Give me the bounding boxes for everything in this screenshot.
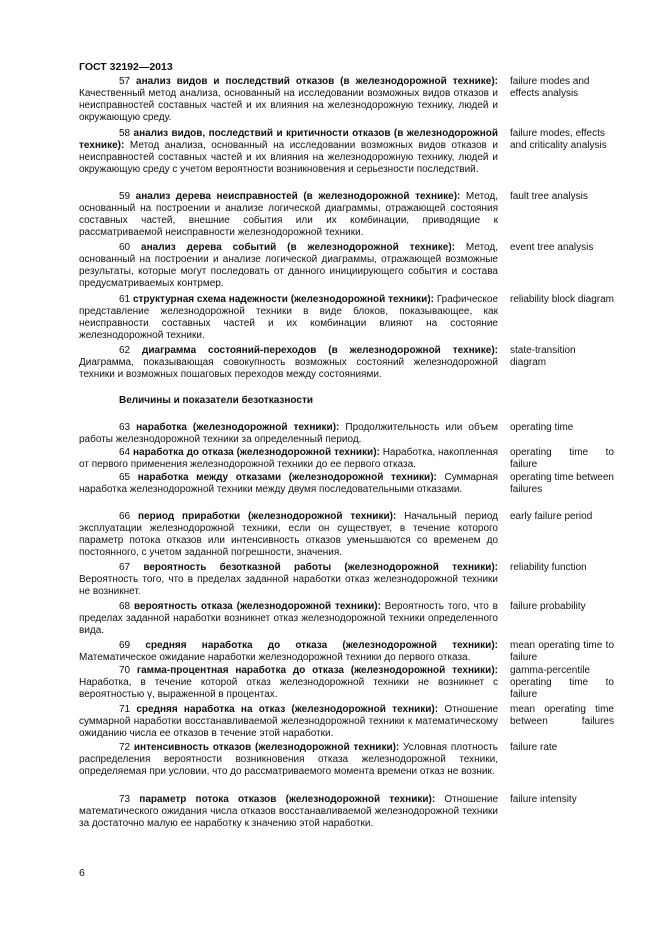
- term-english: event tree analysis: [510, 242, 594, 253]
- term-name: параметр потока отказов (железнодорожной техники):: [139, 794, 436, 805]
- term-text: Наработка, накопленная от первого применения железнодорожной техники до ее первого отказа.: [79, 447, 499, 470]
- term-number: 65: [119, 472, 131, 483]
- term-name: средняя наработка до отказа (железнодорожной техники):: [145, 640, 498, 651]
- term-number: 67: [119, 562, 131, 573]
- term-text: Математическое ожидание наработки железнодорожной техники до первого отказа.: [79, 652, 471, 663]
- term-definition: [79, 562, 498, 598]
- term-number: 68: [119, 601, 131, 612]
- term-name: гамма-процентная наработка до отказа (железнодорожной техники):: [136, 665, 498, 676]
- term-text: Условная плотность распределения вероятности возникновения отказа железнодорожной техники, определяемая при условии, что до рассматриваемого момента времени отказ не возник.: [79, 742, 498, 777]
- term-definition: [79, 511, 498, 559]
- term-text: Продолжительность или объем работы железнодорожной техники за определенный период.: [79, 422, 499, 445]
- term-definition: [79, 294, 498, 342]
- term-english: fault tree analysis: [510, 191, 588, 202]
- term-english: operating time to failure: [510, 447, 614, 470]
- term-definition: [79, 128, 498, 176]
- term-text: Начальный период эксплуатации железнодорожной техники, если он существует, в течение которого параметр потока отказов или интенсивность отказов уменьшаются со временем до постоянного, с учетом заданной погрешности, значения.: [79, 511, 498, 558]
- term-number: 60: [119, 242, 131, 253]
- term-number: 58: [119, 128, 131, 139]
- term-number: 62: [119, 345, 131, 356]
- term-number: 57: [119, 76, 131, 87]
- term-english: failure probability: [510, 601, 586, 612]
- term-definition: [79, 447, 498, 471]
- term-text: Графическое представление железнодорожной техники в виде блоков, показывающее, как неисправности составных частей и их комбинации влияют на состояние железнодорожной техники.: [79, 294, 498, 341]
- term-number: 63: [119, 422, 131, 433]
- term-number: 72: [119, 742, 131, 753]
- term-number: 66: [119, 511, 131, 522]
- term-name: анализ дерева неисправностей (в железнодорожной технике):: [135, 191, 461, 202]
- term-text: Наработка, в течение которой отказ железнодорожной техники не возникнет с вероятностью γ, выраженной в процентах.: [79, 677, 498, 700]
- term-english: failure intensity: [510, 794, 577, 805]
- term-name: наработка до отказа (железнодорожной техники):: [132, 447, 380, 458]
- term-english: failure modes and effects analysis: [510, 76, 590, 99]
- term-english: operating time: [510, 422, 574, 433]
- term-definition: [79, 640, 498, 664]
- term-text: Отношение математического ожидания числа отказов восстанавливаемой железнодорожной техники за достаточно малую ее наработку к значению этой наработки.: [79, 794, 499, 829]
- term-definition: [79, 704, 498, 740]
- term-definition: [79, 794, 498, 830]
- term-english: state-transition diagram: [510, 345, 576, 368]
- standard-designation: ГОСТ 32192—2013: [79, 61, 173, 73]
- term-number: 71: [119, 704, 131, 715]
- term-name: вероятность безотказной работы (железнодорожной техники):: [143, 562, 499, 573]
- term-name: диаграмма состояний-переходов (в железнодорожной технике):: [142, 345, 499, 356]
- term-text: Вероятность того, что в пределах заданной наработки возникнет отказ железнодорожной техники определенного вида.: [79, 601, 498, 636]
- term-definition: [79, 191, 498, 239]
- term-definition: [79, 472, 498, 496]
- term-number: 70: [119, 665, 131, 676]
- section-heading: Величины и показатели безотказности: [119, 395, 313, 406]
- term-english: mean operating time to failure: [510, 640, 614, 663]
- term-number: 73: [119, 794, 131, 805]
- term-name: анализ видов и последствий отказов (в железнодорожной технике):: [136, 76, 499, 87]
- term-definition: [79, 242, 498, 290]
- term-text: Диаграмма, показывающая совокупность возможных состояний железнодорожной техники и возможных пошаговых переходов между состояниями.: [79, 357, 498, 380]
- term-definition: [79, 345, 498, 381]
- term-english: failure modes, effects and criticality analysis: [510, 128, 607, 151]
- term-definition: [79, 742, 498, 778]
- term-name: наработка (железнодорожной техники):: [136, 422, 340, 433]
- term-name: период приработки (железнодорожной техники):: [138, 511, 397, 522]
- term-text: Вероятность того, что в пределах заданной наработки отказ железнодорожной техники не возникнет.: [79, 574, 498, 597]
- term-name: вероятность отказа (железнодорожной техники):: [134, 601, 381, 612]
- term-name: анализ дерева событий (в железнодорожной технике):: [141, 242, 455, 253]
- term-name: анализ видов, последствий и критичности отказов (в железнодорожной технике):: [79, 128, 499, 151]
- term-english: failure rate: [510, 742, 558, 753]
- term-english: gamma-percentile operating time to failure: [510, 665, 614, 700]
- term-definition: [79, 76, 498, 124]
- term-text: Метод, основанный на построении и анализе логической диаграммы, отражающей возможные результаты, которые могут последовать от данного инициирующего события и состава предусматриваемых контрмер.: [79, 242, 499, 289]
- page-number: 6: [79, 867, 85, 879]
- term-number: 59: [119, 191, 131, 202]
- term-english: reliability block diagram: [510, 294, 614, 305]
- term-number: 61: [119, 294, 131, 305]
- term-definition: [79, 422, 498, 446]
- term-english: reliability function: [510, 562, 587, 573]
- term-text: Качественный метод анализа, основанный на исследовании возможных видов отказов и неисправностей составных частей и их влияния на железнодорожную технику, людей и окружающую среду.: [79, 88, 498, 123]
- term-definition: [79, 665, 498, 701]
- term-english: operating time between failures: [510, 472, 614, 495]
- term-text: Метод, основанный на построении и анализе логической диаграммы, отражающей состояния составных частей, внешние события или их комбинации, приводящие к рассматриваемой неисправности железнодорожной техники.: [79, 191, 499, 238]
- term-english: early failure period: [510, 511, 593, 522]
- term-name: интенсивность отказов (железнодорожной техники):: [133, 742, 400, 753]
- term-text: Суммарная наработка железнодорожной техники между двумя последовательными отказами.: [79, 472, 498, 495]
- term-text: Метод анализа, основанный на исследовании возможных видов отказов и неисправностей составных частей и их влияния на железнодорожную технику, людей и окружающую среду с учетом вероятности возникновения и серьезности последствий.: [79, 140, 498, 175]
- term-name: средняя наработка на отказ (железнодорожной техники):: [136, 704, 439, 715]
- term-definition: [79, 601, 498, 637]
- term-name: структурная схема надежности (железнодорожной техники):: [132, 294, 434, 305]
- term-english: mean operating time between failures: [510, 704, 614, 727]
- term-text: Отношение суммарной наработки восстанавливаемой железнодорожной техники к математическому ожиданию числа ее отказов в течение этой наработки.: [79, 704, 499, 739]
- term-number: 69: [119, 640, 131, 651]
- term-number: 64: [119, 447, 131, 458]
- term-name: наработка между отказами (железнодорожной техники):: [137, 472, 437, 483]
